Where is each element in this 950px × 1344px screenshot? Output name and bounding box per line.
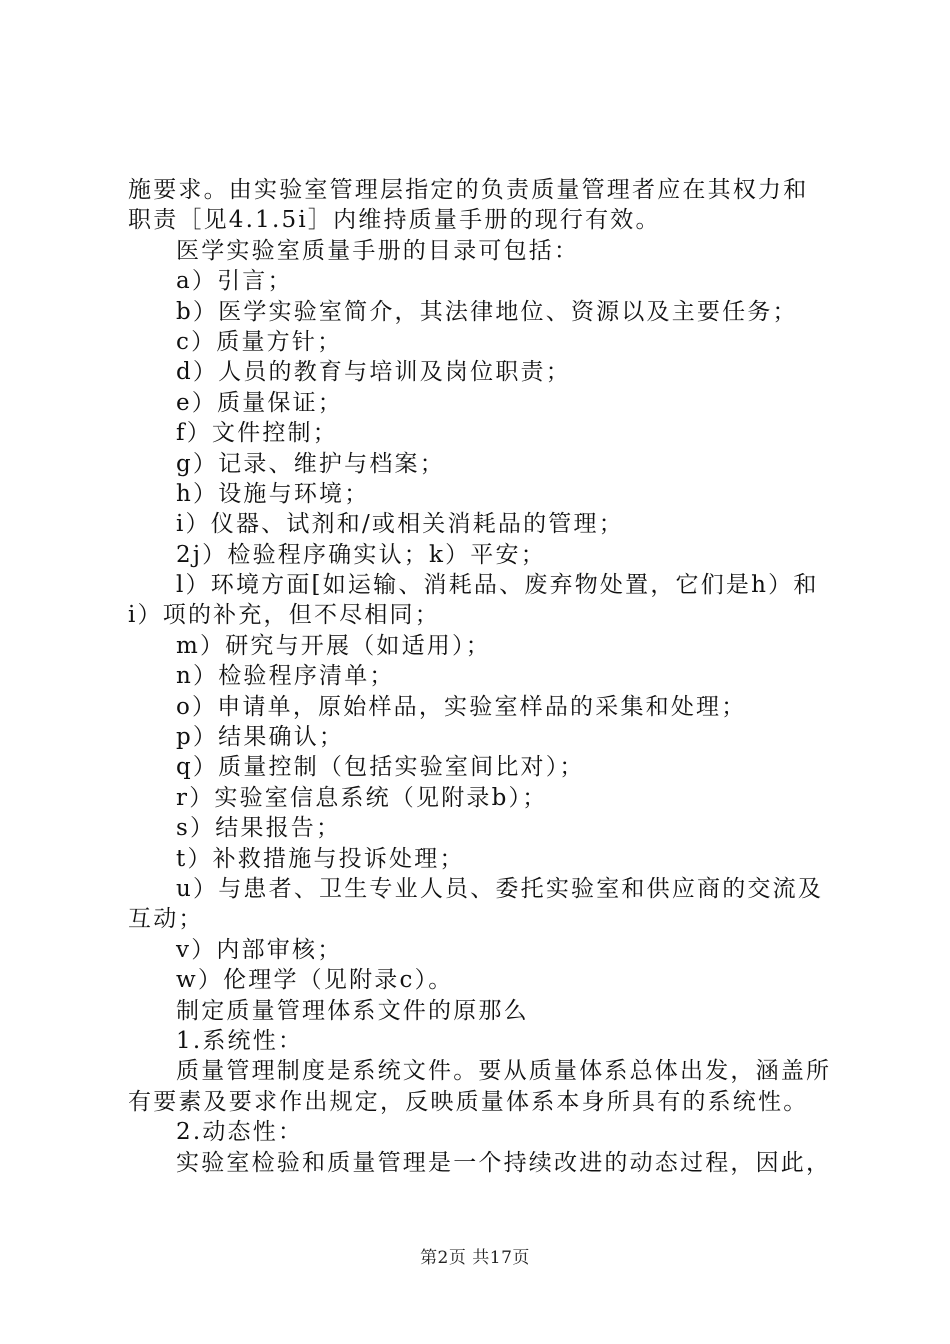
list-item: w）伦理学（见附录c）。	[176, 967, 454, 994]
list-item: f）文件控制；	[176, 420, 338, 447]
list-item: s）结果报告；	[176, 815, 342, 842]
paragraph-line: 施要求。由实验室管理层指定的负责质量管理者应在其权力和	[128, 177, 809, 203]
list-item: r）实验室信息系统（见附录b）；	[176, 784, 548, 811]
subsection-heading: 1.系统性：	[176, 1027, 304, 1054]
list-item: e）质量保证；	[176, 389, 344, 416]
paragraph-line: 质量管理制度是系统文件。要从质量体系总体出发，涵盖所	[176, 1058, 832, 1085]
list-item-continuation: 互动；	[128, 906, 204, 933]
list-item: o）申请单，原始样品，实验室样品的采集和处理；	[176, 693, 747, 720]
list-item: d）人员的教育与培训及岗位职责；	[176, 359, 571, 386]
list-item: t）补救措施与投诉处理；	[176, 845, 465, 872]
paragraph-line: 实验室检验和质量管理是一个持续改进的动态过程，因此，	[176, 1149, 832, 1176]
list-item: l）环境方面[如运输、消耗品、废弃物处置，它们是h）和	[176, 572, 819, 599]
list-item: p）结果确认；	[176, 724, 345, 751]
list-heading: 医学实验室质量手册的目录可包括：	[176, 237, 580, 264]
list-item: m）研究与开展（如适用）；	[176, 632, 491, 659]
list-item: 2j）检验程序确实认；k）平安；	[176, 541, 546, 568]
section-heading: 制定质量管理体系文件的原那么	[176, 997, 529, 1024]
list-item: q）质量控制（包括实验室间比对）；	[176, 754, 585, 781]
paragraph-line: 职责［见4.1.5i］内维持质量手册的现行有效。	[128, 207, 661, 234]
list-item: g）记录、维护与档案；	[176, 450, 445, 477]
list-item: n）检验程序清单；	[176, 663, 395, 690]
document-body	[128, 175, 833, 1178]
subsection-heading: 2.动态性：	[176, 1119, 304, 1146]
list-item: v）内部审核；	[176, 936, 343, 963]
paragraph-line: 有要素及要求作出规定，反映质量体系本身所具有的系统性。	[128, 1088, 809, 1115]
list-item: u）与患者、卫生专业人员、委托实验室和供应商的交流及	[176, 875, 824, 902]
list-item-continuation: i）项的补充，但不尽相同；	[128, 602, 440, 629]
list-item: h）设施与环境；	[176, 480, 370, 507]
list-item: c）质量方针；	[176, 328, 343, 355]
page-footer: 第2页 共17页	[420, 1248, 530, 1268]
list-item: a）引言；	[176, 268, 293, 295]
list-item: i）仪器、试剂和/或相关消耗品的管理；	[176, 511, 624, 538]
list-item: b）医学实验室简介，其法律地位、资源以及主要任务；	[176, 298, 798, 325]
